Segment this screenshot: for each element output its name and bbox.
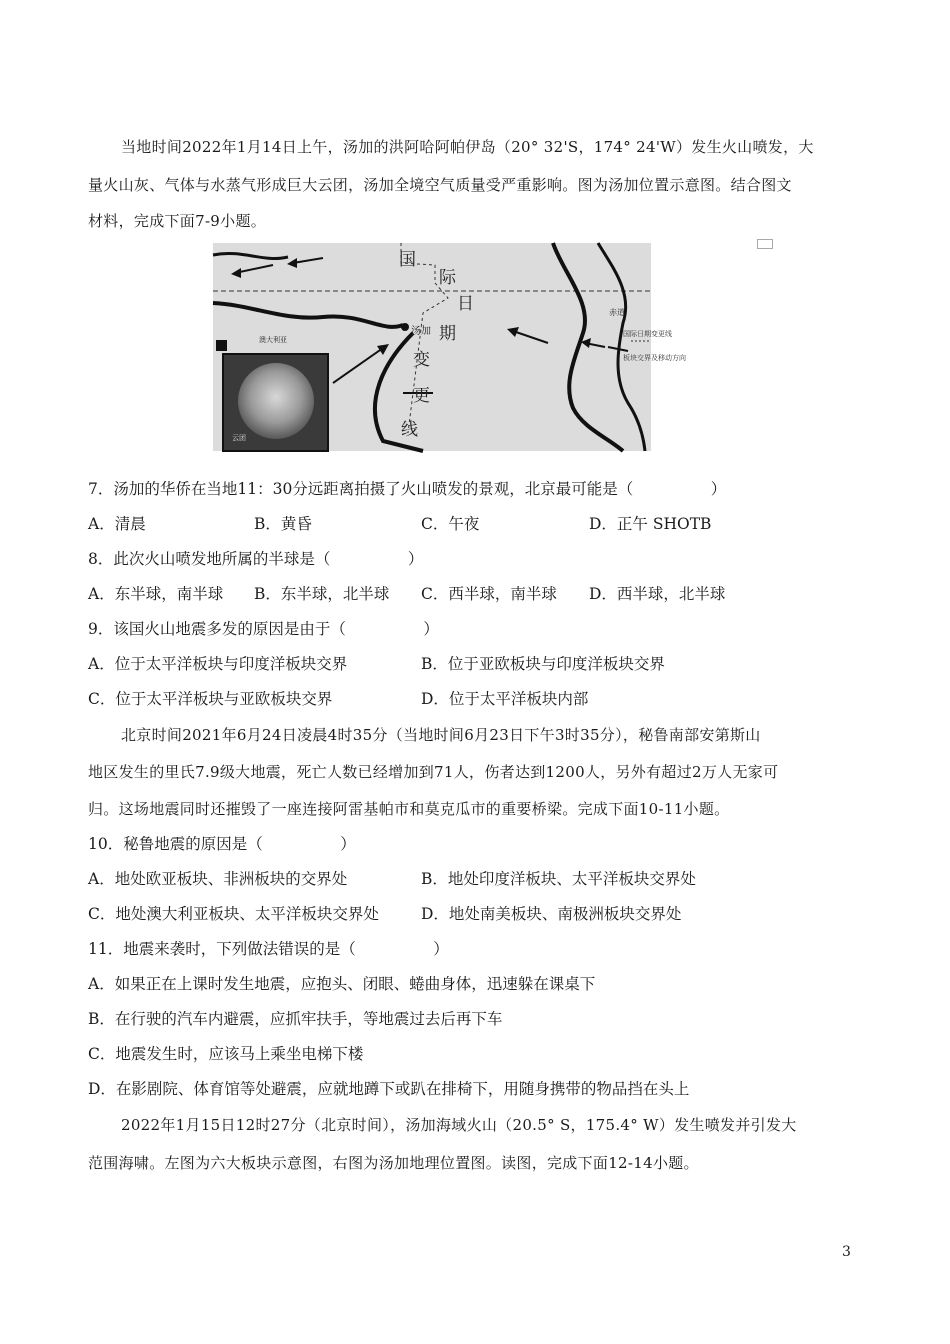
q11-option-c: C．地震发生时，应该马上乘坐电梯下楼 [88, 1045, 364, 1063]
intro3-line-2: 范围海啸。左图为六大板块示意图，右图为汤加地理位置图。读图，完成下面12-14小题。 [88, 1154, 699, 1172]
q8-option-c: C．西半球，南半球 [421, 585, 557, 603]
q8-option-d: D．西半球，北半球 [589, 585, 726, 603]
intro1-line-2: 量火山灰、气体与水蒸气形成巨大云团，汤加全境空气质量受严重影响。图为汤加位置示意图。结合图文 [88, 176, 792, 194]
q7-option-a: A．清晨 [88, 515, 146, 533]
q10-option-c: C．地处澳大利亚板块、太平洋板块交界处 [88, 905, 379, 923]
q10-option-a: A．地处欧亚板块、非洲板块的交界处 [88, 870, 348, 888]
idl-char-5: 变 [413, 350, 430, 370]
legend-plate: 板块交界及移动方向 [623, 354, 686, 362]
intro2-line-1: 北京时间2021年6月24日凌晨4时35分（当地时间6月23日下午3时35分），秘鲁南部安第斯山 [121, 726, 761, 744]
idl-char-3: 日 [457, 294, 474, 314]
q11-option-b: B．在行驶的汽车内避震，应抓牢扶手，等地震过去后再下车 [88, 1010, 503, 1028]
intro2-line-2: 地区发生的里氏7.9级大地震，死亡人数已经增加到71人，伤者达到1200人，另外有超过2万人无家可 [88, 763, 779, 781]
q7-option-d: D．正午 SHOTB [589, 515, 712, 533]
q11-option-a: A．如果正在上课时发生地震，应抱头、闭眼、蜷曲身体，迅速躲在课桌下 [88, 975, 596, 993]
idl-char-1: 国 [399, 250, 416, 270]
equator-label: 赤道 [609, 308, 625, 317]
intro2-line-3: 归。这场地震同时还摧毁了一座连接阿雷基帕市和莫克瓜市的重要桥梁。完成下面10-11小题。 [88, 800, 730, 818]
q10-stem: 10．秘鲁地震的原因是（ ） [88, 835, 356, 853]
figure-mark [757, 239, 773, 249]
q7-option-b: B．黄昏 [254, 515, 312, 533]
q7-stem: 7．汤加的华侨在当地11：30分远距离拍摄了火山喷发的景观，北京最可能是（ ） [88, 480, 727, 498]
idl-char-4: 期 [439, 324, 456, 344]
page-number: 3 [842, 1244, 851, 1260]
q11-stem: 11．地震来袭时，下列做法错误的是（ ） [88, 940, 449, 958]
q9-option-b: B．位于亚欧板块与印度洋板块交界 [421, 655, 665, 673]
q8-option-b: B．东半球，北半球 [254, 585, 390, 603]
satellite-inset [222, 353, 329, 452]
q8-stem: 8．此次火山喷发地所属的半球是（ ） [88, 550, 424, 568]
legend-idl: 国际日期变更线 [623, 330, 672, 338]
q9-option-c: C．位于太平洋板块与亚欧板块交界 [88, 690, 333, 708]
q10-option-b: B．地处印度洋板块、太平洋板块交界处 [421, 870, 696, 888]
map-corner-marker [216, 340, 227, 351]
q9-option-d: D．位于太平洋板块内部 [421, 690, 589, 708]
intro3-line-1: 2022年1月15日12时27分（北京时间），汤加海域火山（20.5° S，175.4° W）发生喷发并引发大 [121, 1116, 797, 1134]
q9-stem: 9．该国火山地震多发的原因是由于（ ） [88, 620, 439, 638]
q10-option-d: D．地处南美板块、南极洲板块交界处 [421, 905, 682, 923]
australia-label: 澳大利亚 [259, 336, 287, 344]
eruption-cloud-image [238, 363, 314, 439]
tonga-label: 汤加 [411, 326, 431, 337]
q9-option-a: A．位于太平洋板块与印度洋板块交界 [88, 655, 348, 673]
intro1-line-3: 材料，完成下面7-9小题。 [88, 212, 267, 230]
idl-char-7: 线 [401, 420, 418, 440]
idl-char-6: 更 [413, 386, 430, 406]
q8-option-a: A．东半球，南半球 [88, 585, 224, 603]
q7-option-c: C．午夜 [421, 515, 480, 533]
intro1-line-1: 当地时间2022年1月14日上午，汤加的洪阿哈阿帕伊岛（20° 32'S，174° 24'W）发生火山喷发，大 [121, 138, 814, 156]
idl-char-2: 际 [439, 268, 456, 288]
inset-label: 云团 [232, 434, 246, 442]
q11-option-d: D．在影剧院、体育馆等处避震，应就地蹲下或趴在排椅下，用随身携带的物品挡在头上 [88, 1080, 690, 1098]
